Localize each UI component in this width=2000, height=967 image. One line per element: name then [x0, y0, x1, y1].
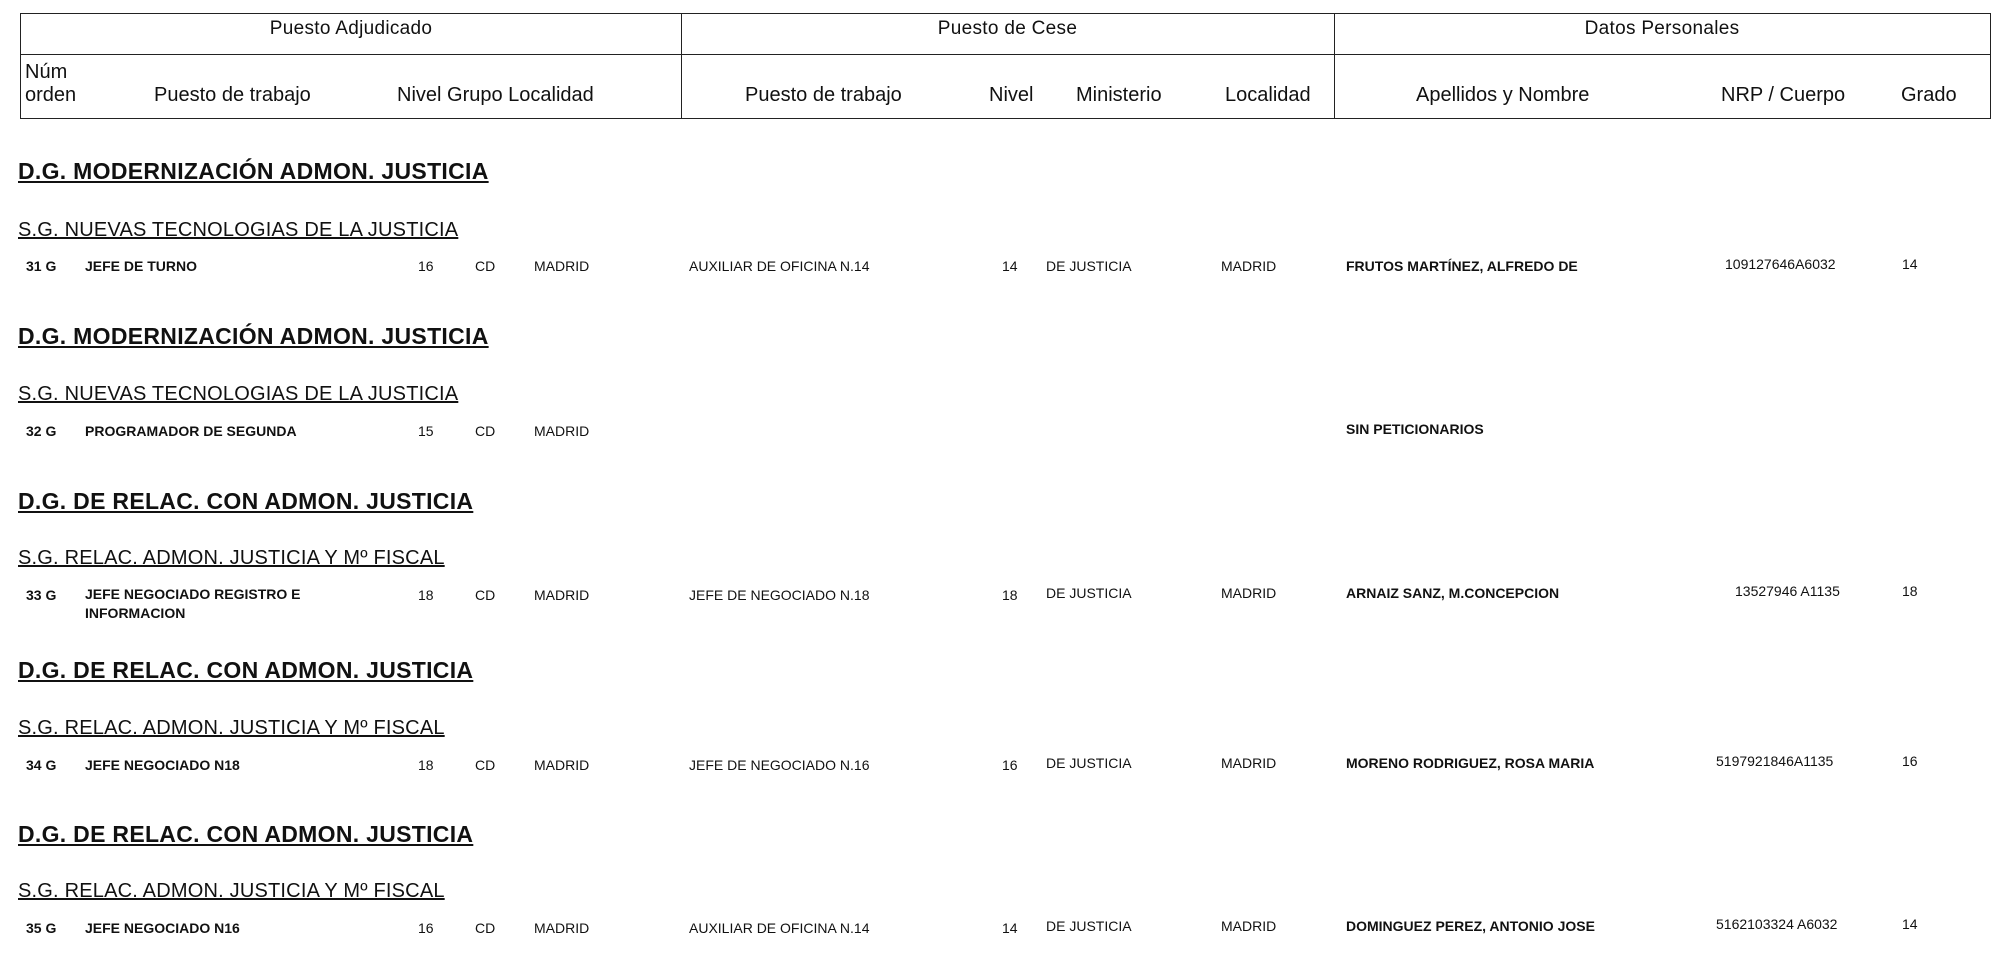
- row-nrp: 13527946 A1135: [1735, 583, 1840, 599]
- row-cese-localidad: MADRID: [1221, 918, 1277, 934]
- row-cese-ministerio: DE JUSTICIA: [1046, 755, 1132, 771]
- section-dg-heading: D.G. DE RELAC. CON ADMON. JUSTICIA: [18, 657, 474, 683]
- row-cese-ministerio: DE JUSTICIA: [1046, 585, 1132, 601]
- row-grado: 18: [1902, 583, 1918, 599]
- row-cese-nivel: 14: [1002, 258, 1018, 274]
- row-nombre: SIN PETICIONARIOS: [1346, 421, 1484, 437]
- row-grupo: CD: [475, 757, 496, 773]
- col-grado: Grado: [1901, 84, 1957, 106]
- row-nrp: 5197921846A1135: [1716, 753, 1834, 769]
- row-grupo: CD: [475, 920, 496, 936]
- row-num-orden: 33 G: [26, 587, 57, 603]
- row-nivel: 16: [418, 920, 434, 936]
- row-grado: 14: [1902, 256, 1918, 272]
- section-dg-heading: D.G. MODERNIZACIÓN ADMON. JUSTICIA: [18, 323, 489, 349]
- section-sg-heading: S.G. NUEVAS TECNOLOGIAS DE LA JUSTICIA: [18, 219, 459, 241]
- col-num-orden-line2: orden: [25, 84, 77, 106]
- row-cese-localidad: MADRID: [1221, 755, 1277, 771]
- section-dg-heading: D.G. MODERNIZACIÓN ADMON. JUSTICIA: [18, 158, 489, 184]
- row-cese-puesto: JEFE DE NEGOCIADO N.16: [689, 757, 870, 773]
- row-localidad: MADRID: [534, 258, 590, 274]
- row-num-orden: 35 G: [26, 920, 57, 936]
- row-num-orden: 31 G: [26, 258, 57, 274]
- row-cese-localidad: MADRID: [1221, 258, 1277, 274]
- col-nrp-cuerpo: NRP / Cuerpo: [1721, 84, 1846, 106]
- row-cese-ministerio: DE JUSTICIA: [1046, 918, 1132, 934]
- section-sg-heading: S.G. NUEVAS TECNOLOGIAS DE LA JUSTICIA: [18, 383, 459, 405]
- group-datos-personales: Datos Personales: [1584, 18, 1740, 39]
- header-table: [20, 13, 1991, 119]
- col-apellidos-nombre: Apellidos y Nombre: [1416, 84, 1590, 106]
- row-grupo: CD: [475, 258, 496, 274]
- section-sg-heading: S.G. RELAC. ADMON. JUSTICIA Y Mº FISCAL: [18, 717, 445, 739]
- row-nivel: 16: [418, 258, 434, 274]
- col-puesto-trabajo: Puesto de trabajo: [154, 84, 311, 106]
- row-puesto: PROGRAMADOR DE SEGUNDA: [85, 423, 297, 439]
- header-divider: [21, 54, 1990, 55]
- col-nivel-grupo-localidad: Nivel Grupo Localidad: [397, 84, 594, 106]
- col-cese-puesto-trabajo: Puesto de trabajo: [745, 84, 902, 106]
- row-localidad: MADRID: [534, 757, 590, 773]
- row-cese-nivel: 16: [1002, 757, 1018, 773]
- row-puesto: JEFE NEGOCIADO N18: [85, 757, 240, 773]
- row-cese-nivel: 14: [1002, 920, 1018, 936]
- row-puesto: JEFE NEGOCIADO REGISTRO E INFORMACION: [85, 586, 301, 621]
- section-dg-heading: D.G. DE RELAC. CON ADMON. JUSTICIA: [18, 488, 474, 514]
- col-cese-localidad: Localidad: [1225, 84, 1311, 106]
- section-sg-heading: S.G. RELAC. ADMON. JUSTICIA Y Mº FISCAL: [18, 880, 445, 902]
- row-cese-nivel: 18: [1002, 587, 1018, 603]
- col-num-orden-line1: Núm: [25, 61, 68, 83]
- row-cese-localidad: MADRID: [1221, 585, 1277, 601]
- row-cese-ministerio: DE JUSTICIA: [1046, 258, 1132, 274]
- row-localidad: MADRID: [534, 587, 590, 603]
- row-grupo: CD: [475, 423, 496, 439]
- row-grado: 16: [1902, 753, 1918, 769]
- row-nombre: MORENO RODRIGUEZ, ROSA MARIA: [1346, 755, 1595, 771]
- row-cese-puesto: AUXILIAR DE OFICINA N.14: [689, 920, 870, 936]
- col-cese-nivel: Nivel: [989, 84, 1034, 106]
- section-sg-heading: S.G. RELAC. ADMON. JUSTICIA Y Mº FISCAL: [18, 547, 445, 569]
- section-dg-heading: D.G. DE RELAC. CON ADMON. JUSTICIA: [18, 821, 474, 847]
- row-nivel: 15: [418, 423, 434, 439]
- row-puesto: JEFE DE TURNO: [85, 258, 198, 274]
- row-nombre: DOMINGUEZ PEREZ, ANTONIO JOSE: [1346, 918, 1595, 934]
- col-cese-ministerio: Ministerio: [1076, 84, 1162, 106]
- row-localidad: MADRID: [534, 920, 590, 936]
- row-cese-puesto: AUXILIAR DE OFICINA N.14: [689, 258, 870, 274]
- row-nrp: 5162103324 A6032: [1716, 916, 1838, 932]
- row-cese-puesto: JEFE DE NEGOCIADO N.18: [689, 587, 870, 603]
- row-localidad: MADRID: [534, 423, 590, 439]
- row-nombre: ARNAIZ SANZ, M.CONCEPCION: [1346, 585, 1560, 601]
- row-nrp: 109127646A6032: [1725, 256, 1836, 272]
- row-nombre: FRUTOS MARTÍNEZ, ALFREDO DE: [1346, 258, 1578, 274]
- group-puesto-adjudicado: Puesto Adjudicado: [269, 18, 433, 39]
- row-nivel: 18: [418, 587, 434, 603]
- row-num-orden: 34 G: [26, 757, 57, 773]
- row-puesto: JEFE NEGOCIADO N16: [85, 920, 240, 936]
- row-grado: 14: [1902, 916, 1918, 932]
- row-grupo: CD: [475, 587, 496, 603]
- group-puesto-de-cese: Puesto de Cese: [937, 18, 1078, 39]
- row-nivel: 18: [418, 757, 434, 773]
- row-num-orden: 32 G: [26, 423, 57, 439]
